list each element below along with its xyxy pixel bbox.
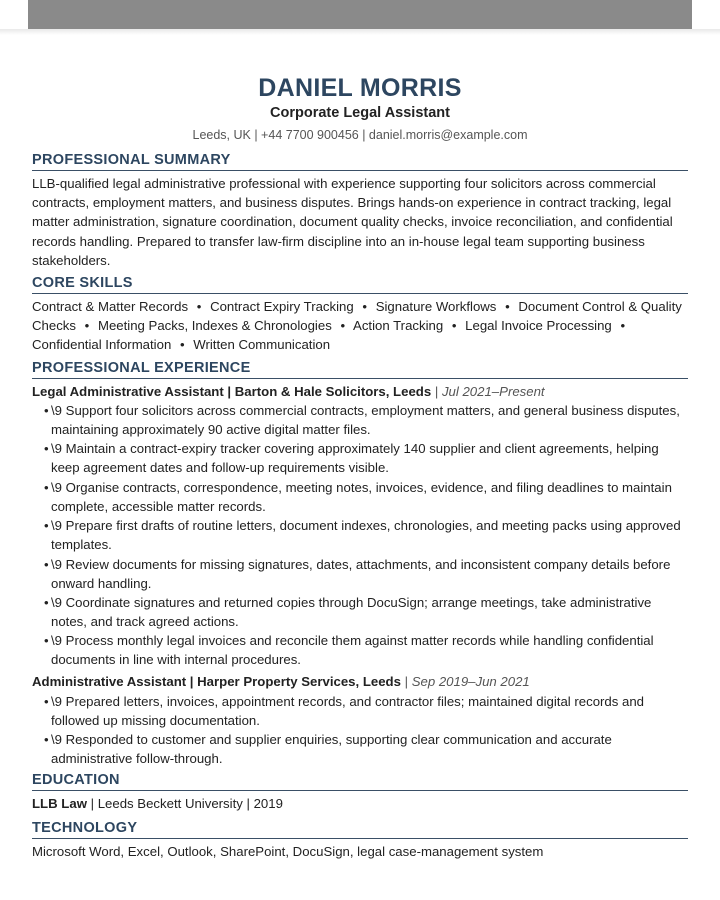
job-dates: Jul 2021–Present [441,383,545,399]
bullet-dot: • [44,693,49,709]
job-bullet [32,401,688,439]
job-bullet [32,593,688,631]
skill-item: Contract Expiry Tracking [210,299,354,315]
bullet-text: \9 Coordinate signatures and returned copies through DocuSign; arrange meetings, take administrative notes, and track agreed actions. [51,594,652,629]
skills-heading: CORE SKILLS [32,275,688,294]
page-edge-shadow [0,29,720,35]
bullet-text: \9 Organise contracts, correspondence, meeting notes, invoices, evidence, and filing deadlines to maintain complete, accessible matter records. [51,479,672,514]
bullet-text: \9 Process monthly legal invoices and reconcile them against matter records while handling confidential documents in line with internal procedures. [51,633,654,668]
skills-list [32,297,688,355]
resume-document [32,74,688,861]
skill-separator: • [505,299,510,315]
job-bullet-list [32,692,688,768]
job-title: Legal Administrative Assistant | Barton & Hale Solicitors, Leeds [32,383,432,399]
bullet-dot: • [44,441,49,457]
job-dates: Sep 2019–Jun 2021 [411,674,530,690]
bullet-dot: • [44,518,49,534]
job-header [32,672,688,691]
education-heading: EDUCATION [32,772,688,791]
skill-item: Legal Invoice Processing [465,318,612,334]
job-bullet [32,439,688,477]
viewer-top-bar [28,0,692,29]
contact-line: Leeds, UK | +44 7700 900456 | daniel.morris@example.com [192,128,528,142]
job-separator: | [431,383,442,399]
job-bullet [32,730,688,768]
job-separator: | [400,674,412,690]
skill-item: Meeting Packs, Indexes & Chronologies [97,318,332,334]
education-degree: LLB Law [32,796,87,812]
skill-separator: • [179,337,185,353]
bullet-text: \9 Prepare first drafts of routine letters, document indexes, chronologies, and meeting packs using approved templates. [51,518,681,553]
skill-item: Written Communication [193,337,331,353]
skill-separator: • [196,299,202,315]
job-bullet [32,516,688,554]
skill-separator: • [620,318,626,334]
skill-separator: • [451,318,457,334]
skill-separator: • [84,318,90,334]
skill-item: Contract & Matter Records [32,299,189,315]
skill-item: Action Tracking [353,318,444,334]
bullet-text: \9 Review documents for missing signatures, dates, attachments, and inconsistent company details before onward handling. [51,556,671,591]
bullet-dot: • [44,633,49,649]
education-entry [32,794,688,813]
summary-heading: PROFESSIONAL SUMMARY [32,152,688,171]
experience-list [32,382,688,769]
technology-heading: TECHNOLOGY [32,820,688,839]
bullet-dot: • [44,479,49,495]
bullet-dot: • [44,594,49,610]
bullet-text: \9 Maintain a contract-expiry tracker covering approximately 140 supplier and client agreements, helping keep agreement dates and follow-up requirements visible. [51,441,659,476]
skill-item: Signature Workflows [375,299,497,315]
skill-item: Document Control & Quality Checks [32,299,682,334]
bullet-text: \9 Prepared letters, invoices, appointment records, and contractor files; maintained digital records and followed up missing documentation. [51,693,645,728]
bullet-text: \9 Responded to customer and supplier enquiries, supporting clear communication and accurate administrative follow-through. [51,732,612,767]
bullet-text: \9 Support four solicitors across commercial contracts, employment matters, and general business disputes, maintaining approximately 90 active digital matter files. [51,403,680,438]
job-bullet [32,555,688,593]
skill-item: Confidential Information [32,337,172,353]
summary-text: LLB-qualified legal administrative professional with experience supporting four solicitors across commercial contracts, employment matters, and business disputes. Brings hands-on experience in contract tracking, legal matter administration, signature coordination, document quality checks, invoice reconciliation, and confidential records handling. Prepared to transfer law-firm discipline into an in-house legal team supporting business stakeholders. [32,176,673,268]
skill-separator: • [340,318,346,334]
job-bullet [32,631,688,669]
bullet-dot: • [44,403,49,419]
technology-list: Microsoft Word, Excel, Outlook, SharePoint, DocuSign, legal case-management system [32,844,544,860]
skill-separator: • [362,299,368,315]
bullet-dot: • [44,556,49,572]
education-details: | Leeds Beckett University | 2019 [86,796,283,812]
job-bullet [32,692,688,730]
job-header [32,382,688,401]
candidate-role: Corporate Legal Assistant [270,105,450,121]
job-title: Administrative Assistant | Harper Property Services, Leeds [32,674,401,690]
candidate-name: DANIEL MORRIS [258,74,462,102]
job-bullet [32,478,688,516]
experience-heading: PROFESSIONAL EXPERIENCE [32,360,688,379]
job-bullet-list [32,401,688,669]
bullet-dot: • [44,732,49,748]
